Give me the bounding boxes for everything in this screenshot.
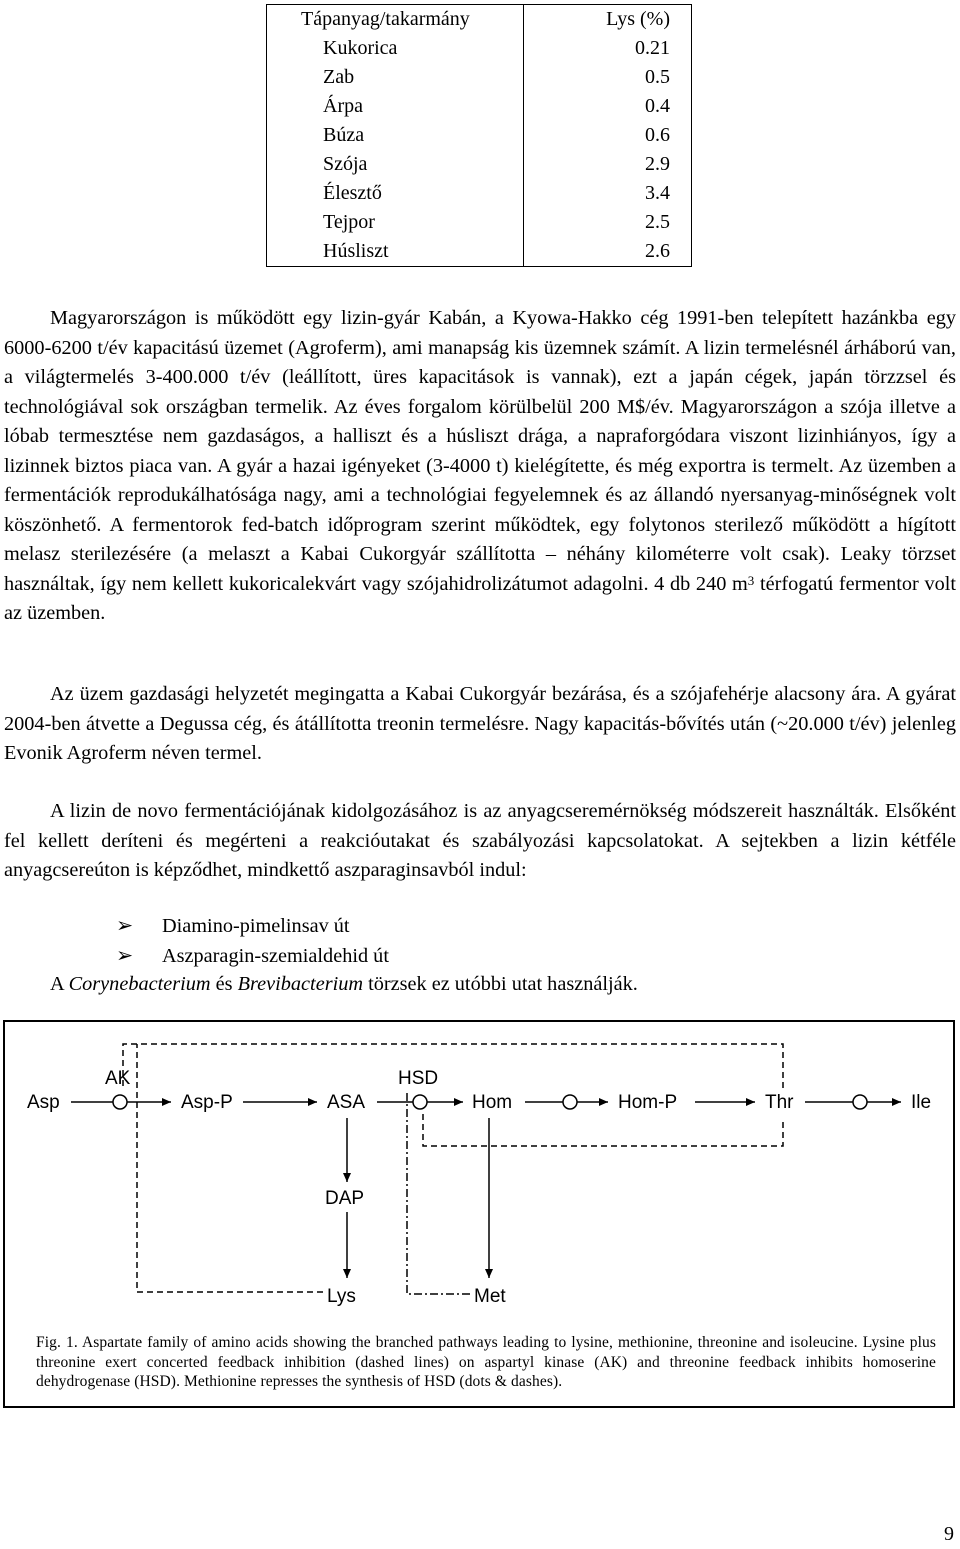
species-name: Corynebacterium — [68, 973, 211, 995]
paragraph-lysine-factory — [4, 304, 956, 629]
table-row — [267, 150, 692, 179]
node-met: Met — [474, 1286, 506, 1307]
table-row — [267, 63, 692, 92]
paragraph-metabolic-engineering — [4, 797, 956, 886]
node-asp-p: Asp-P — [181, 1092, 233, 1113]
inhibition-node-ile — [853, 1095, 867, 1109]
table-cell-name: Kukorica — [267, 34, 524, 63]
list-item — [116, 942, 389, 972]
list-item-label: Aszparagin-szemialdehid út — [162, 944, 389, 967]
inhibition-node-thr — [563, 1095, 577, 1109]
table-row — [267, 34, 692, 63]
page-number: 9 — [944, 1523, 954, 1545]
node-hom-p: Hom-P — [618, 1092, 678, 1113]
node-asa: ASA — [327, 1092, 366, 1113]
closing-text: és — [210, 973, 238, 995]
superscript: 3 — [747, 572, 755, 588]
table-cell-value: 0.6 — [524, 121, 692, 150]
table-cell-name: Húsliszt — [267, 237, 524, 267]
node-ile: Ile — [911, 1092, 932, 1113]
table-cell-name: Élesztő — [267, 179, 524, 208]
table-row — [267, 179, 692, 208]
node-lys: Lys — [327, 1286, 356, 1307]
enzyme-ak: AK — [105, 1068, 131, 1089]
table-cell-value: 0.21 — [524, 34, 692, 63]
table-cell-name: Árpa — [267, 92, 524, 121]
table-cell-name: Tejpor — [267, 208, 524, 237]
closing-text: törzsek ez utóbbi utat használják. — [363, 973, 638, 995]
closing-text: A — [50, 973, 69, 995]
node-asp: Asp — [27, 1092, 60, 1113]
table-cell-value: 0.4 — [524, 92, 692, 121]
node-thr: Thr — [765, 1092, 794, 1113]
table-cell-name: Zab — [267, 63, 524, 92]
species-name: Brevibacterium — [237, 973, 364, 995]
repression-met-hsd — [407, 1090, 470, 1294]
arrow-bullet-icon: ➢ — [116, 944, 133, 967]
lysine-content-table — [266, 4, 692, 267]
table-cell-value: 2.9 — [524, 150, 692, 179]
feedback-thr-hsd — [423, 1110, 783, 1146]
enzyme-hsd: HSD — [398, 1068, 439, 1089]
inhibition-node-ak — [113, 1095, 127, 1109]
paragraph-text: Magyarországon is működött egy lizin-gyár Kabán, a Kyowa-Hakko cég 1991-ben telepített hazánkba egy 6000-6200 t/év kapacitású üzemet (Agroferm), ami manapság kis üzemnek számít. A lizin termelésnél árháború van, a világtermelés 3-400.000 t/év (leállított, üres kapacitások is vannak), ezt a japán cégek, japán törzzsel és technológiával sok országban termelik. Az éves forgalom körülbelül 200 M$/év. Magyarországon a szója illetve a lóbab termesztése nem gazdaságos, a halliszt és a húsliszt drága, a napraforgódara viszont lizinhiányos, így a lizinnek biztos piaca van. A gyár a hazai igényeket (3-4000 t) kielégítette, és még exportra is termelt. Az üzemben a fermentációk reprodukálhatósága nagy, ami a technológiai fegyelemnek és az állandó nyersanyag-minőségnek volt köszönhető. A fermentorok fed-batch időprogram szerint működtek, egy folytonos sterilező működött a hígított melasz sterilezésére (a melaszt a Kabai Cukorgyár szállította – néhány kilométerre volt csak). Leaky törzset használtak, így nem kellett kukoricalekvárt vagy szójahidrolizátumot adagolni. 4 db 240 m — [4, 307, 956, 595]
table-header-value: Lys (%) — [524, 5, 692, 35]
paragraph-plant-history — [4, 680, 956, 769]
paragraph-text-tail: térfogatú fermentor volt az üzemben. — [4, 572, 957, 624]
closing-sentence — [50, 970, 638, 1000]
table-header-name: Tápanyag/takarmány — [267, 5, 524, 35]
feedback-thr-ak — [123, 1044, 783, 1088]
table-cell-value: 2.5 — [524, 208, 692, 237]
node-dap: DAP — [325, 1188, 365, 1209]
pathway-list — [116, 912, 389, 971]
table-row — [267, 208, 692, 237]
node-hom: Hom — [472, 1092, 513, 1113]
paragraph-text: A lizin de novo fermentációjának kidolgozásához is az anyagcseremérnökség módszereit használták. Elsőként fel kellett deríteni és megérteni a reakcióutakat és szabályozási kapcsolatokat. A sejtekben a lizin kétféle anyagcsereúton is képződhet, mindkettő aszparaginsavból indul: — [4, 800, 956, 881]
inhibition-node-hsd — [413, 1095, 427, 1109]
figure-caption: Fig. 1. Aspartate family of amino acids showing the branched pathways leading to lysine, methionine, threonine and isoleucine. Lysine plus threonine exert concerted feedback inhibition (dashed lines) on aspartyl kinase (AK) and threonine feedback inhibits homoserine dehydrogenase (HSD). Methionine represses the synthesis of HSD (dots & dashes). — [36, 1334, 936, 1390]
feedback-lys-ak — [137, 1044, 323, 1292]
list-item — [116, 912, 389, 942]
table-header-row — [267, 5, 692, 35]
table-row — [267, 121, 692, 150]
table-cell-value: 2.6 — [524, 237, 692, 267]
table-cell-name: Búza — [267, 121, 524, 150]
table-cell-value: 0.5 — [524, 63, 692, 92]
paragraph-text: Az üzem gazdasági helyzetét megingatta a Kabai Cukorgyár bezárása, és a szójafehérje alacsony ára. A gyárat 2004-ben átvette a Degussa cég, és átállította treonin termelésre. Nagy kapacitás-bővítés után (~20.000 t/év) jelenleg Evonik Agroferm néven termel. — [4, 683, 956, 764]
table-cell-name: Szója — [267, 150, 524, 179]
list-item-label: Diamino-pimelinsav út — [162, 915, 350, 937]
arrow-bullet-icon: ➢ — [116, 915, 133, 937]
pathway-figure — [3, 1020, 955, 1408]
table-cell-value: 3.4 — [524, 179, 692, 208]
table-row — [267, 237, 692, 267]
table-row — [267, 92, 692, 121]
